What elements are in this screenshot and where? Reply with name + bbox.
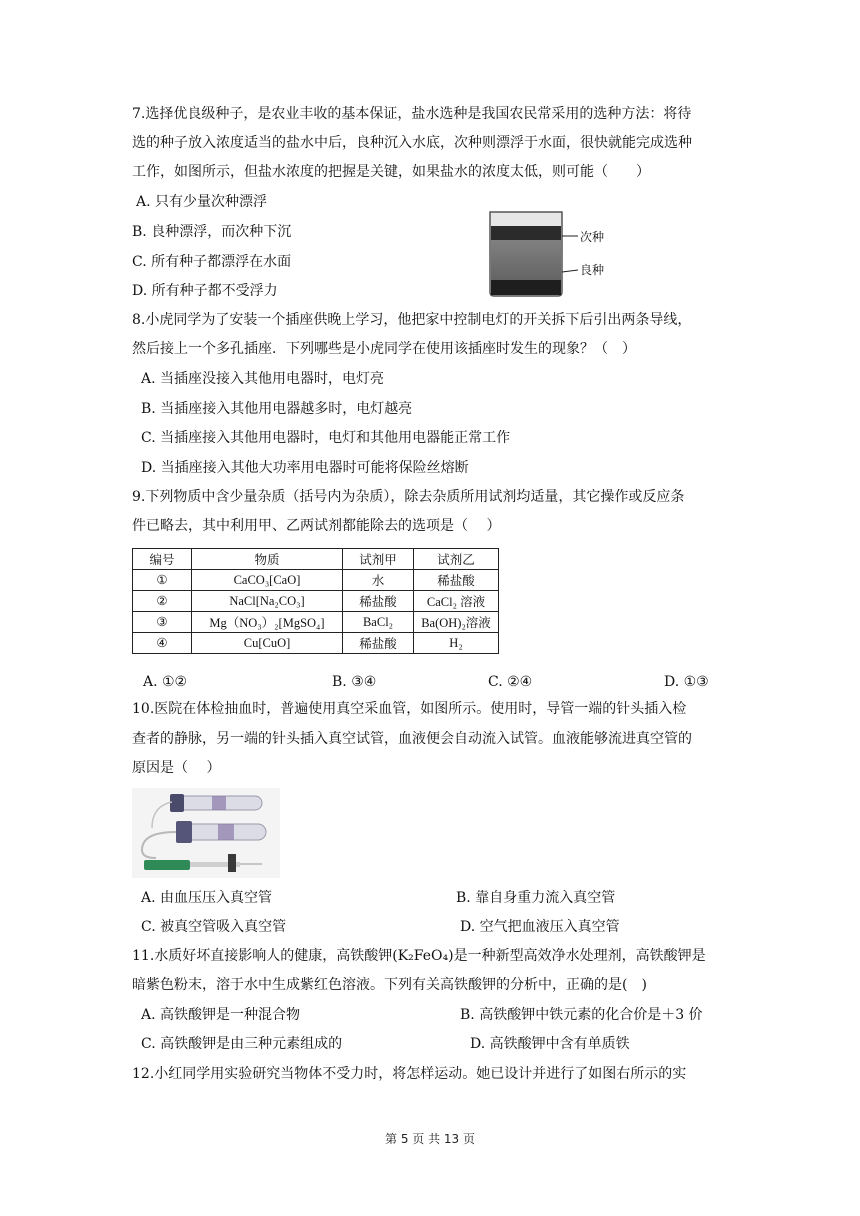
page-footer: 第 5 页 共 13 页	[385, 1132, 475, 1146]
sunken-seeds-layer	[491, 280, 561, 295]
table-row	[133, 633, 499, 654]
q10-option-c: C. 被真空管吸入真空管	[141, 919, 287, 935]
table-header-cell: 试剂甲	[343, 549, 414, 570]
table-row	[133, 591, 499, 612]
table-cell: 水	[343, 570, 414, 591]
q8-option-c: C. 当插座接入其他用电器时，电灯和其他用电器能正常工作	[141, 430, 511, 446]
table-cell: 稀盐酸	[414, 570, 499, 591]
table-header-cell: 编号	[133, 549, 192, 570]
table-cell: ①	[133, 570, 192, 591]
q9-option-d: D. ①③	[664, 674, 709, 690]
q11-option-a: A. 高铁酸钾是一种混合物	[141, 1007, 301, 1023]
q12-stem-line-1: 12.小红同学用实验研究当物体不受力时，将怎样运动。她已设计并进行了如图右所示的实	[132, 1066, 687, 1082]
table-cell: Mg（NO₃）₂[MgSO₄]	[192, 612, 343, 633]
q7-option-d: D. 所有种子都不受浮力	[132, 283, 278, 299]
upper-tube-cap	[170, 794, 184, 812]
q11-stem-line-1: 11.水质好坏直接影响人的健康，高铁酸钾(K₂FeO₄)是一种新型高效净水处理剂，高铁酸钾是	[132, 948, 706, 964]
table-cell: CaCO₃[CaO]	[192, 570, 343, 591]
table-cell: CaCl₂ 溶液	[414, 591, 499, 612]
q10-option-a: A. 由血压压入真空管	[141, 890, 273, 906]
lower-tube-cap	[176, 821, 192, 843]
q10-option-b: B. 靠自身重力流入真空管	[456, 890, 616, 906]
q7-option-b: B. 良种漂浮，而次种下沉	[132, 224, 292, 240]
q7-stem-line-1: 7.选择优良级种子，是农业丰收的基本保证，盐水选种是我国农民常采用的选种方法：将待	[132, 106, 692, 122]
q8-stem-line-2: 然后接上一个多孔插座．下列哪些是小虎同学在使用该插座时发生的现象？（ ）	[132, 341, 636, 357]
floating-seeds-layer	[491, 226, 561, 240]
q11-option-c: C. 高铁酸钾是由三种元素组成的	[141, 1036, 343, 1052]
label-cizhong: 次种	[580, 230, 605, 244]
table-cell: NaCl[Na₂CO₃]	[192, 591, 343, 612]
table-cell: Cu[CuO]	[192, 633, 343, 654]
vacuum-tube-figure	[132, 788, 280, 878]
table-row	[133, 570, 499, 591]
q9-option-b: B. ③④	[332, 674, 377, 690]
table-cell: BaCl₂	[343, 612, 414, 633]
table-cell: 稀盐酸	[343, 591, 414, 612]
table-cell: ③	[133, 612, 192, 633]
q8-option-b: B. 当插座接入其他用电器越多时，电灯越亮	[141, 401, 413, 417]
table-cell: H₂	[414, 633, 499, 654]
q8-stem-line-1: 8.小虎同学为了安装一个插座供晚上学习，他把家中控制电灯的开关拆下后引出两条导线，	[132, 312, 692, 328]
q10-stem-line-1: 10.医院在体检抽血时，普遍使用真空采血管，如图所示。使用时，导管一端的针头插入检	[132, 701, 687, 717]
q10-option-d: D. 空气把血液压入真空管	[460, 919, 620, 935]
q11-option-b: B. 高铁酸钾中铁元素的化合价是＋3 价	[460, 1007, 703, 1023]
q7-stem-line-3: 工作，如图所示，但盐水浓度的把握是关键，如果盐水的浓度太低，则可能（ ）	[132, 164, 650, 180]
q7-stem-line-2: 选的种子放入浓度适当的盐水中后，良种沉入水底，次种则漂浮于水面，很快就能完成选种	[132, 135, 692, 151]
reagent-table	[132, 548, 499, 654]
q9-stem-line-2: 件已略去，其中利用甲、乙两试剂都能除去的选项是（ ）	[132, 518, 501, 534]
q8-option-d: D. 当插座接入其他大功率用电器时可能将保险丝熔断	[141, 460, 469, 476]
q9-stem-line-1: 9.下列物质中含少量杂质（括号内为杂质），除去杂质所用试剂均适量，其它操作或反应条	[132, 489, 685, 505]
table-header-cell: 物质	[192, 549, 343, 570]
table-cell: ④	[133, 633, 192, 654]
beaker-figure	[470, 206, 620, 298]
label-liangzhong: 良种	[580, 263, 605, 277]
q10-stem-line-2: 查者的静脉，另一端的针头插入真空试管，血液便会自动流入试管。血液能够流进真空管的	[132, 731, 692, 747]
table-cell: 稀盐酸	[343, 633, 414, 654]
q7-option-c: C. 所有种子都漂浮在水面	[132, 254, 292, 270]
table-row	[133, 612, 499, 633]
needle-holder	[144, 860, 190, 870]
table-cell: ②	[133, 591, 192, 612]
label-pointer-bottom	[562, 270, 578, 272]
table-header-cell: 试剂乙	[414, 549, 499, 570]
q7-option-a: A. 只有少量次种漂浮	[136, 194, 268, 210]
q11-stem-line-2: 暗紫色粉末，溶于水中生成紫红色溶液。下列有关高铁酸钾的分析中，正确的是( )	[132, 977, 647, 993]
table-cell: Ba(OH)₂溶液	[414, 612, 499, 633]
q9-option-c: C. ②④	[488, 674, 533, 690]
q9-option-a: A. ①②	[143, 674, 188, 690]
table-header-row	[133, 549, 499, 570]
q8-option-a: A. 当插座没接入其他用电器时，电灯亮	[141, 371, 385, 387]
q11-option-d: D. 高铁酸钾中含有单质铁	[470, 1036, 630, 1052]
q10-stem-line-3: 原因是（ ）	[132, 760, 221, 776]
